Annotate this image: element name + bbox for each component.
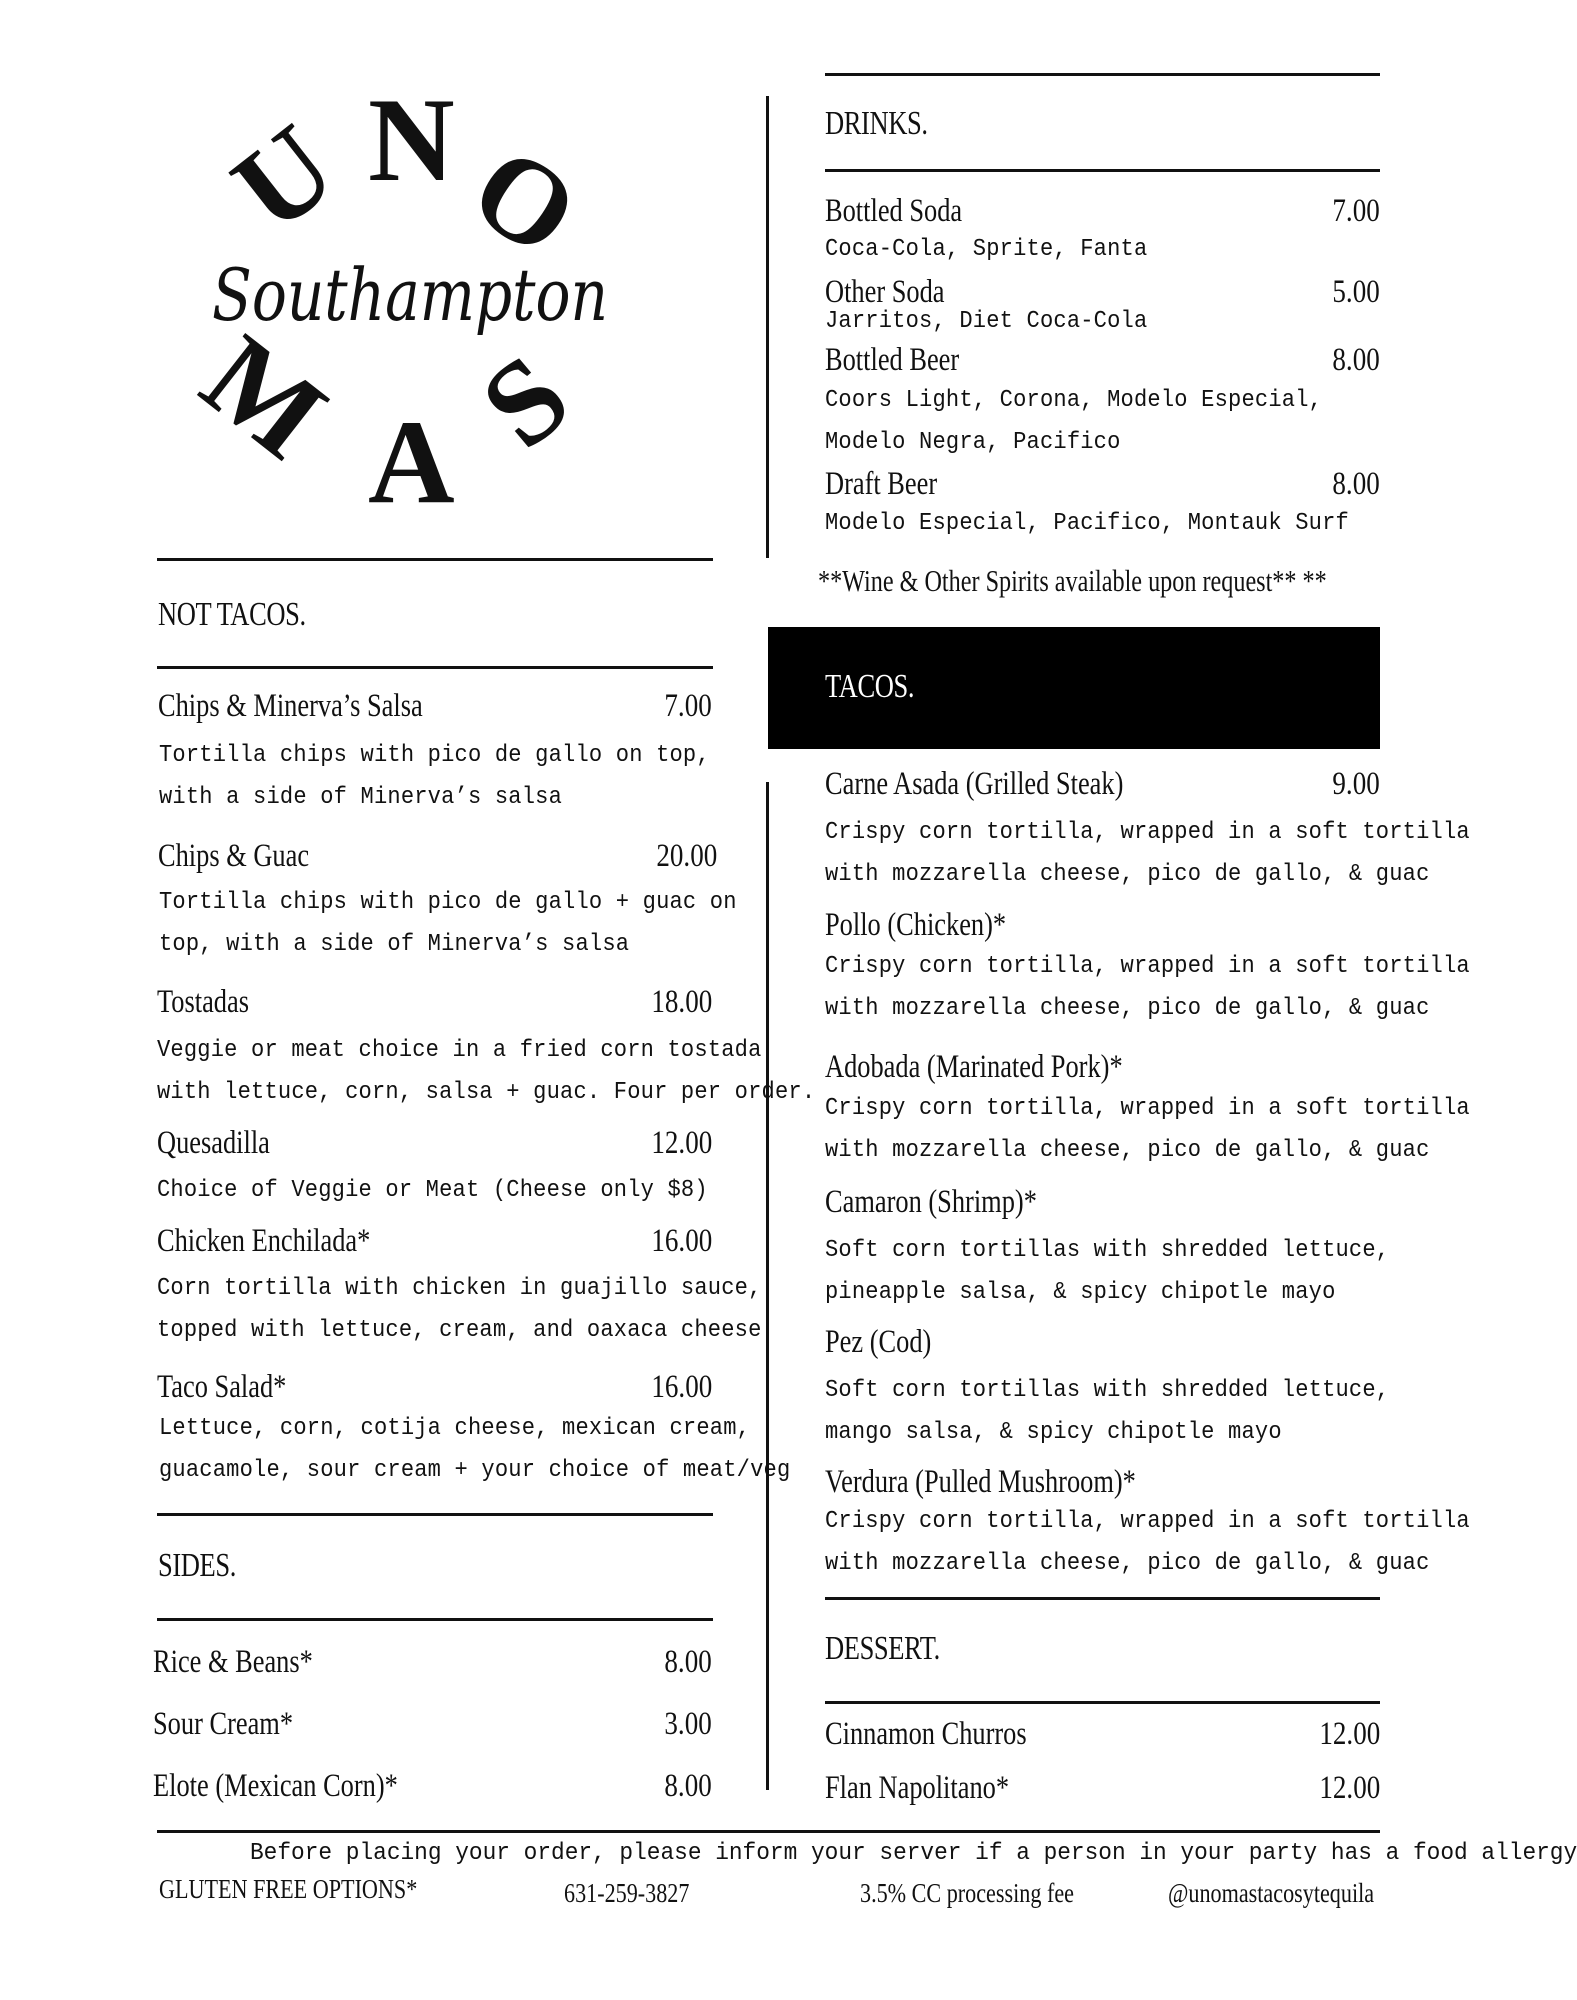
item-desc-line: Soft corn tortillas with shredded lettuce, <box>825 1237 1390 1264</box>
heading-tacos: TACOS. <box>825 668 915 705</box>
item-name: Draft Beer <box>825 466 938 502</box>
item-desc-line: Tortilla chips with pico de gallo + guac on <box>159 889 737 916</box>
item-name: Pollo (Chicken)* <box>825 907 1007 943</box>
item-price: 18.00 <box>651 984 712 1020</box>
item-desc-line: Modelo Negra, Pacifico <box>825 429 1121 456</box>
item-desc-line: Tortilla chips with pico de gallo on top, <box>159 742 710 769</box>
item-desc-line: Crispy corn tortilla, wrapped in a soft tortilla <box>825 819 1470 846</box>
divider <box>825 73 1380 76</box>
item-name: Bottled Beer <box>825 342 960 378</box>
item-name: Quesadilla <box>157 1125 270 1161</box>
item-desc-line: with lettuce, corn, salsa + guac. Four per order. <box>157 1079 816 1106</box>
cc-fee-note: 3.5% CC processing fee <box>860 1878 1074 1908</box>
item-name: Adobada (Marinated Pork)* <box>825 1049 1123 1085</box>
item-name: Tostadas <box>157 984 250 1020</box>
item-desc-line: Lettuce, corn, cotija cheese, mexican cream, <box>159 1415 751 1442</box>
item-desc-line: with a side of Minerva’s salsa <box>159 784 563 811</box>
item-name: Pez (Cod) <box>825 1324 932 1360</box>
item-desc-line: with mozzarella cheese, pico de gallo, & guac <box>825 861 1430 888</box>
logo-script-southampton: Southampton <box>212 253 608 337</box>
item-name: Chips & Minerva’s Salsa <box>158 688 423 724</box>
divider <box>157 558 713 561</box>
item-name: Sour Cream* <box>153 1706 294 1742</box>
item-name: Rice & Beans* <box>153 1644 313 1680</box>
item-desc-line: Corn tortilla with chicken in guajillo sauce, <box>157 1275 762 1302</box>
item-desc-line: topped with lettuce, cream, and oaxaca cheese <box>157 1317 762 1344</box>
item-name: Carne Asada (Grilled Steak) <box>825 766 1124 802</box>
uno-mas-logo <box>179 70 630 530</box>
item-price: 8.00 <box>664 1768 712 1804</box>
item-price: 16.00 <box>651 1223 712 1259</box>
divider <box>157 1618 713 1621</box>
item-price: 3.00 <box>664 1706 712 1742</box>
item-name: Bottled Soda <box>825 193 963 229</box>
item-desc-line: Crispy corn tortilla, wrapped in a soft tortilla <box>825 953 1470 980</box>
heading-sides: SIDES. <box>158 1547 236 1584</box>
divider <box>157 666 713 669</box>
item-desc-line: Coors Light, Corona, Modelo Especial, <box>825 387 1323 414</box>
item-price: 5.00 <box>1332 274 1380 310</box>
item-price: 16.00 <box>651 1369 712 1405</box>
item-price: 7.00 <box>1332 193 1380 229</box>
divider <box>157 1513 713 1516</box>
item-price: 12.00 <box>651 1125 712 1161</box>
item-desc-line: mango salsa, & spicy chipotle mayo <box>825 1419 1282 1446</box>
divider <box>825 1597 1380 1600</box>
item-name: Chips & Guac <box>158 838 310 874</box>
item-desc-line: top, with a side of Minerva’s salsa <box>159 931 630 958</box>
item-name: Flan Napolitano* <box>825 1770 1010 1806</box>
item-price: 12.00 <box>1319 1770 1380 1806</box>
item-price: 8.00 <box>1332 342 1380 378</box>
logo-letter-o: O <box>449 119 602 282</box>
item-desc-line: Choice of Veggie or Meat (Cheese only $8) <box>157 1177 708 1204</box>
item-name: Chicken Enchilada* <box>157 1223 371 1259</box>
column-divider <box>766 782 769 1790</box>
item-desc-line: Coca-Cola, Sprite, Fanta <box>825 236 1148 263</box>
item-desc-line: Crispy corn tortilla, wrapped in a soft tortilla <box>825 1095 1470 1122</box>
item-name: Elote (Mexican Corn)* <box>153 1768 398 1804</box>
item-desc-line: Soft corn tortillas with shredded lettuce, <box>825 1377 1390 1404</box>
social-handle[interactable]: @unomastacosytequila <box>1168 1878 1375 1908</box>
divider <box>825 169 1380 172</box>
phone-number: 631-259-3827 <box>564 1878 690 1908</box>
divider <box>825 1701 1380 1704</box>
heading-dessert: DESSERT. <box>825 1630 940 1667</box>
tacos-price: 9.00 <box>1332 766 1380 802</box>
item-name: Verdura (Pulled Mushroom)* <box>825 1464 1136 1500</box>
logo-letter-n: N <box>368 73 455 206</box>
item-desc-line: Modelo Especial, Pacifico, Montauk Surf <box>825 510 1349 537</box>
item-name: Camaron (Shrimp)* <box>825 1184 1037 1220</box>
heading-not-tacos: NOT TACOS. <box>158 596 306 633</box>
item-desc-line: Veggie or meat choice in a fried corn tostada <box>157 1037 762 1064</box>
item-desc-line: pineapple salsa, & spicy chipotle mayo <box>825 1279 1336 1306</box>
allergy-notice: Before placing your order, please inform your server if a person in your party has a food allergy <box>250 1840 1577 1867</box>
logo-letter-m: M <box>179 309 351 484</box>
gluten-free-note: GLUTEN FREE OPTIONS* <box>159 1874 418 1904</box>
heading-drinks: DRINKS. <box>825 105 928 142</box>
item-desc-line: with mozzarella cheese, pico de gallo, & guac <box>825 1550 1430 1577</box>
logo-letter-a: A <box>368 395 455 528</box>
logo-letter-s: S <box>456 328 594 474</box>
item-name: Cinnamon Churros <box>825 1716 1027 1752</box>
item-desc-line: with mozzarella cheese, pico de gallo, & guac <box>825 1137 1430 1164</box>
logo-letter-u: U <box>208 98 359 257</box>
item-price: 7.00 <box>664 688 712 724</box>
item-desc-line: Crispy corn tortilla, wrapped in a soft tortilla <box>825 1508 1470 1535</box>
item-desc-line: guacamole, sour cream + your choice of meat/veg <box>159 1457 791 1484</box>
item-price: 8.00 <box>664 1644 712 1680</box>
column-divider <box>766 96 769 558</box>
item-desc-line: Jarritos, Diet Coca-Cola <box>825 308 1148 335</box>
item-price: 12.00 <box>1319 1716 1380 1752</box>
item-price: 8.00 <box>1332 466 1380 502</box>
item-price: 20.00 <box>656 838 717 874</box>
item-name: Taco Salad* <box>157 1369 287 1405</box>
footer-divider <box>157 1830 1380 1833</box>
item-name: Other Soda <box>825 274 945 310</box>
wine-spirits-note: **Wine & Other Spirits available upon request** ** <box>818 563 1327 598</box>
item-desc-line: with mozzarella cheese, pico de gallo, & guac <box>825 995 1430 1022</box>
